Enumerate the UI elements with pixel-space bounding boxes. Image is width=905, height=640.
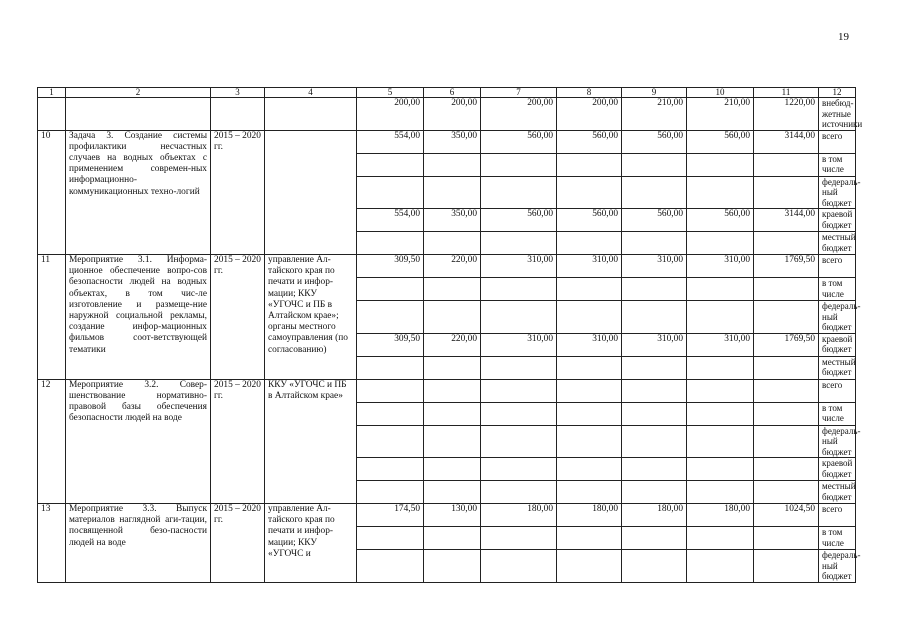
amount-cell: 554,00	[357, 130, 424, 153]
amount-cell	[481, 301, 557, 334]
amount-cell: 1769,50	[754, 255, 819, 278]
amount-cell: 210,00	[687, 98, 754, 131]
amount-cell	[424, 278, 481, 301]
measure-name: Мероприятие 3.3. Выпуск материалов наглядной аги-тации, посвященной безо-пасности людей на воде	[66, 504, 211, 583]
amount-cell	[687, 550, 754, 583]
amount-cell: 200,00	[557, 98, 622, 131]
amount-cell: 554,00	[357, 209, 424, 232]
amount-cell	[557, 425, 622, 458]
row-number: 10	[38, 130, 66, 255]
amount-cell	[357, 176, 424, 209]
executor-cell	[265, 130, 357, 255]
funding-source-label: местный бюджет	[819, 232, 856, 255]
amount-cell	[754, 402, 819, 425]
amount-cell: 180,00	[557, 504, 622, 527]
funding-source-label: федераль-ный бюджет	[819, 425, 856, 458]
column-header: 9	[622, 88, 687, 98]
amount-cell: 310,00	[622, 333, 687, 356]
amount-cell	[754, 458, 819, 481]
amount-cell	[481, 527, 557, 550]
amount-cell: 200,00	[481, 98, 557, 131]
amount-cell: 180,00	[622, 504, 687, 527]
amount-cell: 3144,00	[754, 209, 819, 232]
column-header: 11	[754, 88, 819, 98]
amount-cell	[481, 402, 557, 425]
column-header: 7	[481, 88, 557, 98]
amount-cell: 560,00	[687, 130, 754, 153]
amount-cell	[357, 379, 424, 402]
amount-cell	[357, 301, 424, 334]
amount-cell	[754, 278, 819, 301]
measure-name: Задача 3. Создание системы профилактики несчастных случаев на водных объектах с применением современ-ных информационно-коммуникационных техно-логий	[66, 130, 211, 255]
amount-cell	[622, 301, 687, 334]
measure-name: Мероприятие 3.1. Информа-ционное обеспечение вопро-сов безопасности людей на водных объектах, в том чис-ле изготовление и размеще-ние наружной социальной рекламы, создание инфор-мационных фильмов соот-ветствующей тематики	[66, 255, 211, 380]
amount-cell	[557, 527, 622, 550]
amount-cell	[481, 278, 557, 301]
amount-cell	[754, 550, 819, 583]
amount-cell	[424, 356, 481, 379]
amount-cell: 310,00	[481, 333, 557, 356]
amount-cell	[622, 379, 687, 402]
amount-cell: 220,00	[424, 255, 481, 278]
amount-cell	[481, 481, 557, 504]
funding-source-label: в том числе	[819, 278, 856, 301]
column-header: 10	[687, 88, 754, 98]
amount-cell	[357, 402, 424, 425]
amount-cell	[481, 176, 557, 209]
amount-cell	[424, 425, 481, 458]
amount-cell	[557, 458, 622, 481]
funding-source-label: в том числе	[819, 402, 856, 425]
amount-cell	[622, 402, 687, 425]
executor-cell: управление Ал-тайского края по печати и инфор-мации; ККУ «УГОЧС и	[265, 504, 357, 583]
budget-table	[37, 87, 863, 583]
amount-cell	[557, 176, 622, 209]
amount-cell	[424, 153, 481, 176]
funding-source-label: краевой бюджет	[819, 458, 856, 481]
funding-source-label: местный бюджет	[819, 356, 856, 379]
amount-cell	[687, 356, 754, 379]
funding-source-label: местный бюджет	[819, 481, 856, 504]
period-cell: 2015 – 2020 гг.	[211, 130, 265, 255]
amount-cell	[481, 550, 557, 583]
amount-cell	[622, 425, 687, 458]
amount-cell	[481, 379, 557, 402]
amount-cell: 310,00	[481, 255, 557, 278]
amount-cell	[357, 425, 424, 458]
table-row	[38, 504, 856, 527]
table-row	[38, 255, 856, 278]
amount-cell	[424, 176, 481, 209]
amount-cell: 1220,00	[754, 98, 819, 131]
amount-cell: 309,50	[357, 255, 424, 278]
funding-source-label: внебюд-жетные источники	[819, 98, 856, 131]
amount-cell	[622, 153, 687, 176]
funding-source-label: всего	[819, 255, 856, 278]
amount-cell: 560,00	[687, 209, 754, 232]
amount-cell	[754, 153, 819, 176]
amount-cell: 560,00	[622, 209, 687, 232]
funding-source-label: в том числе	[819, 527, 856, 550]
amount-cell	[687, 232, 754, 255]
amount-cell: 309,50	[357, 333, 424, 356]
amount-cell	[481, 458, 557, 481]
amount-cell	[687, 153, 754, 176]
amount-cell: 174,50	[357, 504, 424, 527]
amount-cell	[424, 301, 481, 334]
amount-cell: 560,00	[622, 130, 687, 153]
amount-cell: 560,00	[481, 130, 557, 153]
amount-cell	[687, 481, 754, 504]
table-row	[38, 130, 856, 153]
amount-cell: 3144,00	[754, 130, 819, 153]
amount-cell	[622, 527, 687, 550]
amount-cell	[622, 176, 687, 209]
funding-source-label: всего	[819, 130, 856, 153]
amount-cell	[687, 176, 754, 209]
amount-cell	[622, 481, 687, 504]
amount-cell: 220,00	[424, 333, 481, 356]
amount-cell: 180,00	[481, 504, 557, 527]
column-header: 8	[557, 88, 622, 98]
amount-cell	[424, 550, 481, 583]
amount-cell	[687, 527, 754, 550]
executor-cell: управление Ал-тайского края по печати и инфор-мации; ККУ «УГОЧС и ПБ в Алтайском крае»; органы местного самоуправления (по согласованию)	[265, 255, 357, 380]
amount-cell	[357, 356, 424, 379]
amount-cell: 130,00	[424, 504, 481, 527]
amount-cell	[557, 402, 622, 425]
amount-cell	[424, 527, 481, 550]
amount-cell	[754, 356, 819, 379]
funding-source-label: федераль-ный бюджет	[819, 550, 856, 583]
amount-cell	[357, 153, 424, 176]
amount-cell	[754, 425, 819, 458]
column-header: 12	[819, 88, 856, 98]
column-header: 2	[66, 88, 211, 98]
amount-cell	[557, 278, 622, 301]
amount-cell	[687, 278, 754, 301]
amount-cell	[687, 402, 754, 425]
page-number: 19	[838, 31, 849, 43]
column-header: 4	[265, 88, 357, 98]
funding-source-label: федераль-ный бюджет	[819, 176, 856, 209]
amount-cell	[687, 301, 754, 334]
amount-cell	[622, 278, 687, 301]
funding-source-label: федераль-ный бюджет	[819, 301, 856, 334]
amount-cell	[424, 481, 481, 504]
amount-cell	[424, 402, 481, 425]
amount-cell	[357, 278, 424, 301]
period-cell: 2015 – 2020 гг.	[211, 504, 265, 583]
funding-source-label: краевой бюджет	[819, 333, 856, 356]
amount-cell: 200,00	[357, 98, 424, 131]
amount-cell: 560,00	[557, 209, 622, 232]
amount-cell: 350,00	[424, 130, 481, 153]
column-header: 6	[424, 88, 481, 98]
table-row	[38, 379, 856, 402]
amount-cell	[622, 458, 687, 481]
amount-cell	[357, 481, 424, 504]
executor-cell: ККУ «УГОЧС и ПБ в Алтайском крае»	[265, 379, 357, 504]
funding-source-label: всего	[819, 379, 856, 402]
amount-cell	[687, 379, 754, 402]
amount-cell: 1024,50	[754, 504, 819, 527]
column-header: 1	[38, 88, 66, 98]
amount-cell	[754, 301, 819, 334]
period-cell: 2015 – 2020 гг.	[211, 379, 265, 504]
amount-cell: 210,00	[622, 98, 687, 131]
amount-cell	[357, 527, 424, 550]
amount-cell	[557, 153, 622, 176]
amount-cell: 310,00	[687, 333, 754, 356]
funding-source-label: в том числе	[819, 153, 856, 176]
amount-cell	[754, 379, 819, 402]
amount-cell	[357, 232, 424, 255]
amount-cell	[557, 232, 622, 255]
amount-cell	[424, 379, 481, 402]
amount-cell	[754, 176, 819, 209]
amount-cell	[622, 550, 687, 583]
amount-cell	[557, 481, 622, 504]
funding-source-label: всего	[819, 504, 856, 527]
amount-cell	[481, 153, 557, 176]
amount-cell	[424, 232, 481, 255]
funding-source-label: краевой бюджет	[819, 209, 856, 232]
amount-cell	[424, 458, 481, 481]
amount-cell: 350,00	[424, 209, 481, 232]
amount-cell	[754, 232, 819, 255]
column-header: 3	[211, 88, 265, 98]
amount-cell	[481, 232, 557, 255]
row-number: 12	[38, 379, 66, 504]
measure-name: Мероприятие 3.2. Совер-шенствование нормативно-правовой базы обеспечения безопасности людей на воде	[66, 379, 211, 504]
amount-cell	[357, 458, 424, 481]
row-number: 11	[38, 255, 66, 380]
amount-cell: 310,00	[687, 255, 754, 278]
amount-cell: 310,00	[622, 255, 687, 278]
header-row	[38, 88, 856, 98]
amount-cell: 200,00	[424, 98, 481, 131]
amount-cell	[481, 425, 557, 458]
column-header: 5	[357, 88, 424, 98]
amount-cell	[622, 356, 687, 379]
amount-cell	[754, 527, 819, 550]
row-number: 13	[38, 504, 66, 583]
amount-cell	[481, 356, 557, 379]
amount-cell	[557, 379, 622, 402]
amount-cell	[687, 425, 754, 458]
amount-cell	[754, 481, 819, 504]
amount-cell	[557, 550, 622, 583]
amount-cell: 310,00	[557, 333, 622, 356]
amount-cell	[687, 458, 754, 481]
amount-cell	[357, 550, 424, 583]
amount-cell: 1769,50	[754, 333, 819, 356]
continuation-row	[38, 98, 856, 131]
period-cell: 2015 – 2020 гг.	[211, 255, 265, 380]
amount-cell: 560,00	[557, 130, 622, 153]
amount-cell	[557, 356, 622, 379]
amount-cell	[622, 232, 687, 255]
amount-cell: 310,00	[557, 255, 622, 278]
amount-cell: 180,00	[687, 504, 754, 527]
amount-cell: 560,00	[481, 209, 557, 232]
amount-cell	[557, 301, 622, 334]
